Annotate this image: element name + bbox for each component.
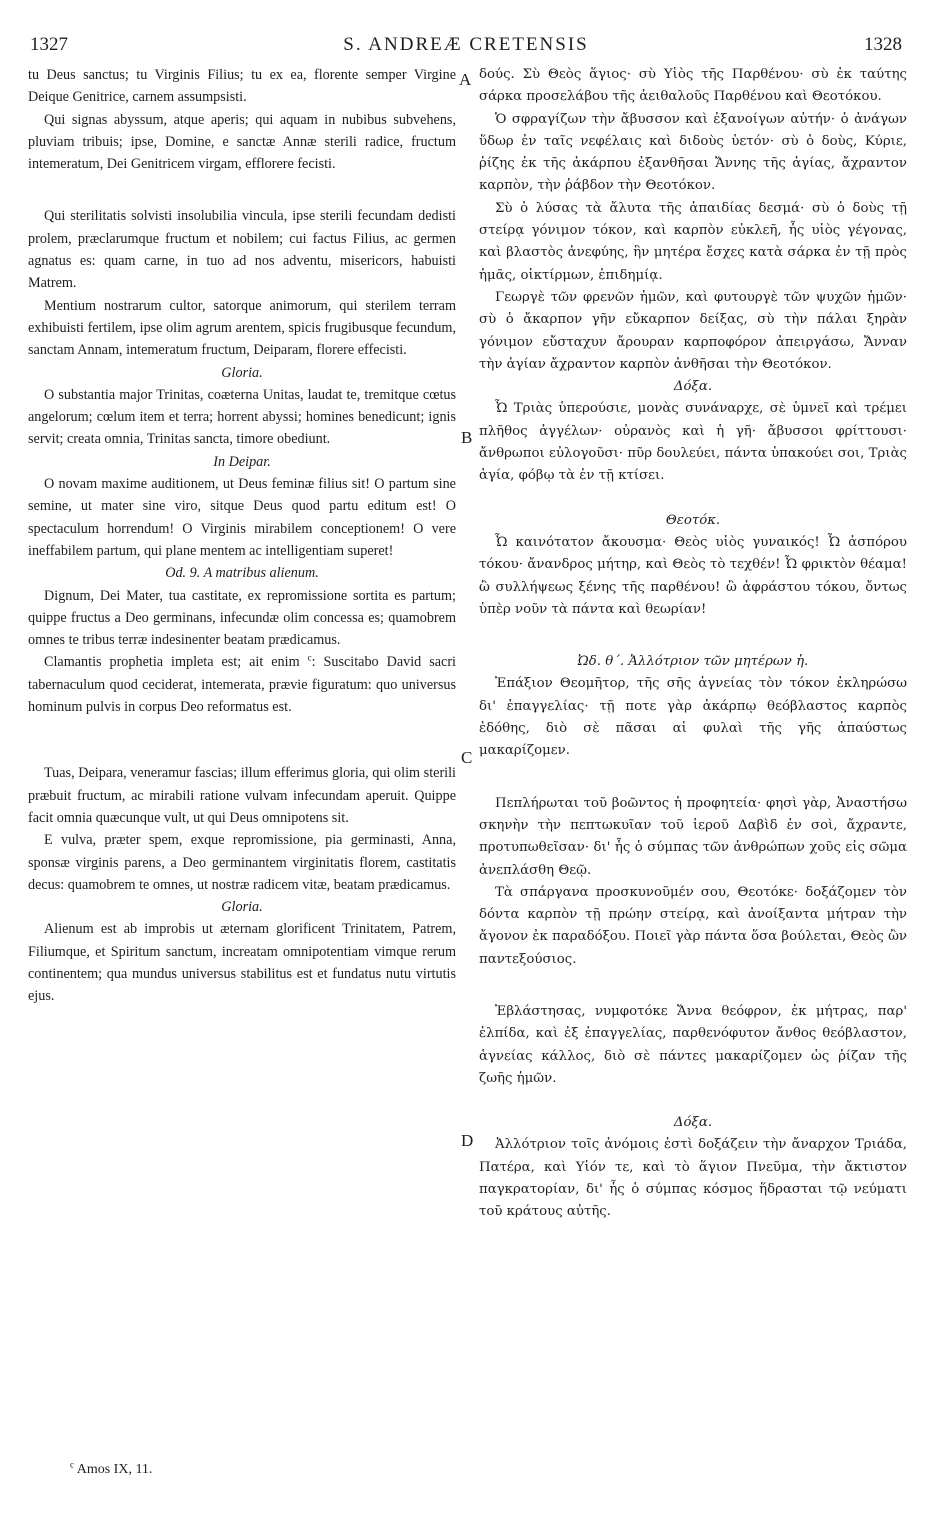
greek-heading-ode: Ὠδ. θ´. Ἀλλότριον τῶν μητέρων ἡ. xyxy=(577,654,809,670)
greek-paragraph: Σὺ ὁ λύσας τὰ ἄλυτα τῆς ἀπαιδίας δεσμά· σὺ ὁ δοὺς τῇ στείρᾳ γόνιμον τόκον, καὶ καρπὸν εὐκλεῆ, ἧς υἱὸς γέγονας, καὶ βλαστὸς ἀνεφύης, ἣν μητέρα ἔσχες κατὰ σάρκα ἐν τῇ πρὸς ἡμᾶς, οἰκτίρμων, ἐπιδημίᾳ. xyxy=(479,200,907,283)
footnote xyxy=(70,1459,153,1478)
page-number-left: 1327 xyxy=(30,34,68,55)
greek-paragraph: δούς. Σὺ Θεὸς ἅγιος· σὺ Υἱὸς τῆς Παρθένου· σὺ ἐκ ταύτης σάρκα προσελάβου τῆς ἀειθαλοῦς Παρθένου καὶ Θεοτόκου. xyxy=(479,67,907,105)
page-header xyxy=(30,34,902,60)
latin-heading-ode: Od. 9. A matribus alienum. xyxy=(165,565,319,582)
latin-paragraph: Qui sterilitatis solvisti insolubilia vincula, ipse sterili fecundam dedisti prolem, præclarumque fructum et nobilem; cui factus Filius, ac germen agnatus es: quam carne, in tuo ad nos adventu, misericors, habuisti Matrem. xyxy=(28,208,456,292)
greek-heading-doxa: Δόξα. xyxy=(673,379,713,395)
latin-paragraph: Mentium nostrarum cultor, satorque animorum, qui sterilem terram exhibuisti fertilem, ipse olim agrum arentem, spicis frugibusque fecundum, sanctam Annam, intemeratum fructum, Deiparam, florere effecisti. xyxy=(28,297,456,359)
latin-paragraph xyxy=(28,651,456,718)
greek-heading-theotokion: Θεοτόκ. xyxy=(665,512,721,528)
footnote-mark: c xyxy=(70,1459,74,1470)
greek-paragraph: Ἐπάξιον Θεομῆτορ, τῆς σῆς ἁγνείας τὸν τόκον ἐκληρώσω δι' ἐπαγγελίας· τῇ ποτε γὰρ ἀκάρπῳ θεόβλαστος καρπὸς ἐδόθης, διὸ σὲ πᾶσαι αἱ φυλαὶ τῆς γῆς ἀπαύστως μακαρίζομεν. xyxy=(479,676,907,759)
footnote-reference: c xyxy=(307,652,312,663)
latin-paragraph: tu Deus sanctus; tu Virginis Filius; tu ex ea, florente semper Virgine Deique Genitrice, carnem assumpsisti. xyxy=(28,67,456,106)
latin-column xyxy=(28,64,456,1008)
latin-text: Clamantis prophetia impleta est; ait enim xyxy=(44,654,300,671)
greek-paragraph: Τὰ σπάργανα προσκυνοῦμέν σου, Θεοτόκε· δοξάζομεν τὸν δόντα καρπὸν τῇ πρώην στείρᾳ, καὶ ἀνοίξαντα μήτραν τὴν ἄγονον ἐκ παραδόξου. Ποιεῖ γὰρ πάντα ὅσα βούλεται, Θεὸς ὢν παντεξούσιος. xyxy=(479,884,907,967)
latin-paragraph: Alienum est ab improbis ut æternam glorificent Trinitatem, Patrem, Filiumque, et Spiritum sanctum, increatam omnipotentiam vimque rerum continentem; qua mundus universus stabilitus est et fundatus nutu virtutis ejus. xyxy=(28,921,456,1005)
margin-marker-c: C xyxy=(461,748,473,767)
latin-text: : Suscitabo David sacri tabernaculum quod ceciderat, intemerata, prævie figuratum: quo universus hominum pulvis in corpus Deo reformatus est. xyxy=(28,654,456,716)
page-number-right: 1328 xyxy=(864,34,902,55)
latin-paragraph: O substantia major Trinitas, coæterna Unitas, laudat te, tremitque cœtus angelorum; cœlum item et terra; horrent abyssi; homines benedicunt; ignis servit; creata omnia, Trinitas sancta, timore obediunt. xyxy=(28,386,456,448)
greek-paragraph: Ἐβλάστησας, νυμφοτόκε Ἄννα θεόφρον, ἐκ μήτρας, παρ' ἐλπίδα, καὶ ἐξ ἐπαγγελίας, παρθενόφυτον ἄνθος θεόβλαστον, ἁγνείας κάλλος, διὸ σὲ πάντες μακαρίζομεν ὡς ῥίζαν τῆς ζωῆς ἡμῶν. xyxy=(479,1003,907,1086)
footnote-text: Amos IX, 11. xyxy=(76,1462,153,1477)
greek-paragraph: Ὦ Τριὰς ὑπερούσιε, μονὰς συνάναρχε, σὲ ὑμνεῖ καὶ τρέμει πλῆθος ἀγγέλων· οὐρανὸς καὶ ἡ γῆ· ἄβυσσοι φρίττουσι· ἄνθρωποι εὐλογοῦσι· πῦρ δουλεύει, πάντα ὑπακούει σοι, Τριὰς ἁγία, φόβῳ τὰ ἐν τῇ κτίσει. xyxy=(479,401,907,484)
latin-paragraph: Tuas, Deipara, veneramur fascias; illum efferimus gloria, qui olim sterili præbuit fructum, ac mirabili ratione vulvam infecundam aperuit. Quippe facit omnia quæcunque vult, ut qui Deus omnipotens sit. xyxy=(28,765,456,826)
greek-paragraph: Ὁ σφραγίζων τὴν ἄβυσσον καὶ ἐξανοίγων αὐτήν· ὁ ἀνάγων ὕδωρ ἐν ταῖς νεφέλαις καὶ διδοὺς ὑετόν· σὺ ὁ δοὺς, Κύριε, ῥίζης ἐκ τῆς ἀκάρπου ἐξανθῆσαι Ἄννης τῆς ἁγίας, ἄχραντον καρπὸν, τὴν ῥάβδον τὴν Θεοτόκον. xyxy=(479,111,907,194)
margin-marker-a: A xyxy=(459,70,472,89)
greek-paragraph: Πεπλήρωται τοῦ βοῶντος ἡ προφητεία· φησὶ γὰρ, Ἀναστήσω σκηνὴν τὴν πεπτωκυῖαν τοῦ ἱεροῦ Δαβὶδ ἐν σοὶ, ἄχραντε, προτυπωθεῖσαν· δι' ἧς ὁ σύμπας τῶν ἀνθρώπων χοῦς εἰς σῶμα ἀνεπλάσθη Θεῷ. xyxy=(479,795,907,878)
latin-heading-deipara: In Deipar. xyxy=(213,453,271,470)
latin-heading-gloria: Gloria. xyxy=(221,364,263,381)
greek-paragraph: Ὦ καινότατον ἄκουσμα· Θεὸς υἱὸς γυναικός! Ὦ ἀσπόρου τόκου· ἄνανδρος μήτηρ, καὶ Θεὸς τὸ τεχθέν! Ὦ φρικτὸν θέαμα! ὢ συλλήψεως ξένης τῆς παρθένου! ὢ ἀφράστου τόκου, ὄντως ὑπὲρ νοῦν τὰ πάντα καὶ θεωρίαν! xyxy=(479,534,907,617)
greek-column xyxy=(479,64,907,1224)
latin-heading-gloria: Gloria. xyxy=(221,899,263,916)
greek-paragraph: Γεωργὲ τῶν φρενῶν ἡμῶν, καὶ φυτουργὲ τῶν ψυχῶν ἡμῶν· σὺ ὁ ἄκαρπον γῆν εὔκαρπον δείξας, σὺ τὴν πάλαι ξηρὰν γόνιμον εὔσταχυν ἄρουραν καρποφόρον ἀπειργάσω, Ἄνναν τὴν ἁγίαν ἄχραντον καρπὸν ἀνθῆσαι τὴν Θεοτόκον. xyxy=(479,289,907,372)
margin-marker-d: D xyxy=(461,1131,474,1150)
running-title: S. ANDREÆ CRETENSIS xyxy=(343,34,589,55)
latin-paragraph: Dignum, Dei Mater, tua castitate, ex repromissione sortita es partum; quippe fructus a Deo germinans, infecundæ olim concessa es; quamobrem omnes te tribus terræ indesinenter beatam prædicamus. xyxy=(28,587,456,649)
latin-paragraph: E vulva, præter spem, exque repromissione, pia germinasti, Anna, sponsæ virginis parens, a Deo germinantem virginitatis florem, castitatis decus: quamobrem te omnes, ut nostræ radicem vitæ, beatam prædicamus. xyxy=(28,832,456,893)
latin-paragraph: O novam maxime auditionem, ut Deus feminæ filius sit! O partum sine semine, ut mater sine viro, sitque Deus quod partu editum est! O spectaculum horrendum! O Virginis mirabilem conceptionem! O vere ineffabilem partum, qui plane mentem ac intelligentiam superet! xyxy=(28,476,456,559)
margin-marker-b: B xyxy=(461,428,473,447)
greek-heading-doxa: Δόξα. xyxy=(673,1115,713,1131)
latin-paragraph: Qui signas abyssum, atque aperis; qui aquam in nubibus subvehens, pluviam tribuis; ipse, Domine, e sanctæ Annæ sterili radice, fructum intemeratum, Dei Genitricem virgam, efflorere fecisti. xyxy=(28,111,456,173)
greek-paragraph: Ἀλλότριον τοῖς ἀνόμοις ἐστὶ δοξάζειν τὴν ἄναρχον Τριάδα, Πατέρα, καὶ Υἱόν τε, καὶ τὸ ἅγιον Πνεῦμα, τὴν ἄκτιστον παγκρατορίαν, δι' ἧς ὁ σύμπας κόσμος ἥδρασται τῷ νεύματι τοῦ κράτους αὐτῆς. xyxy=(479,1137,907,1220)
